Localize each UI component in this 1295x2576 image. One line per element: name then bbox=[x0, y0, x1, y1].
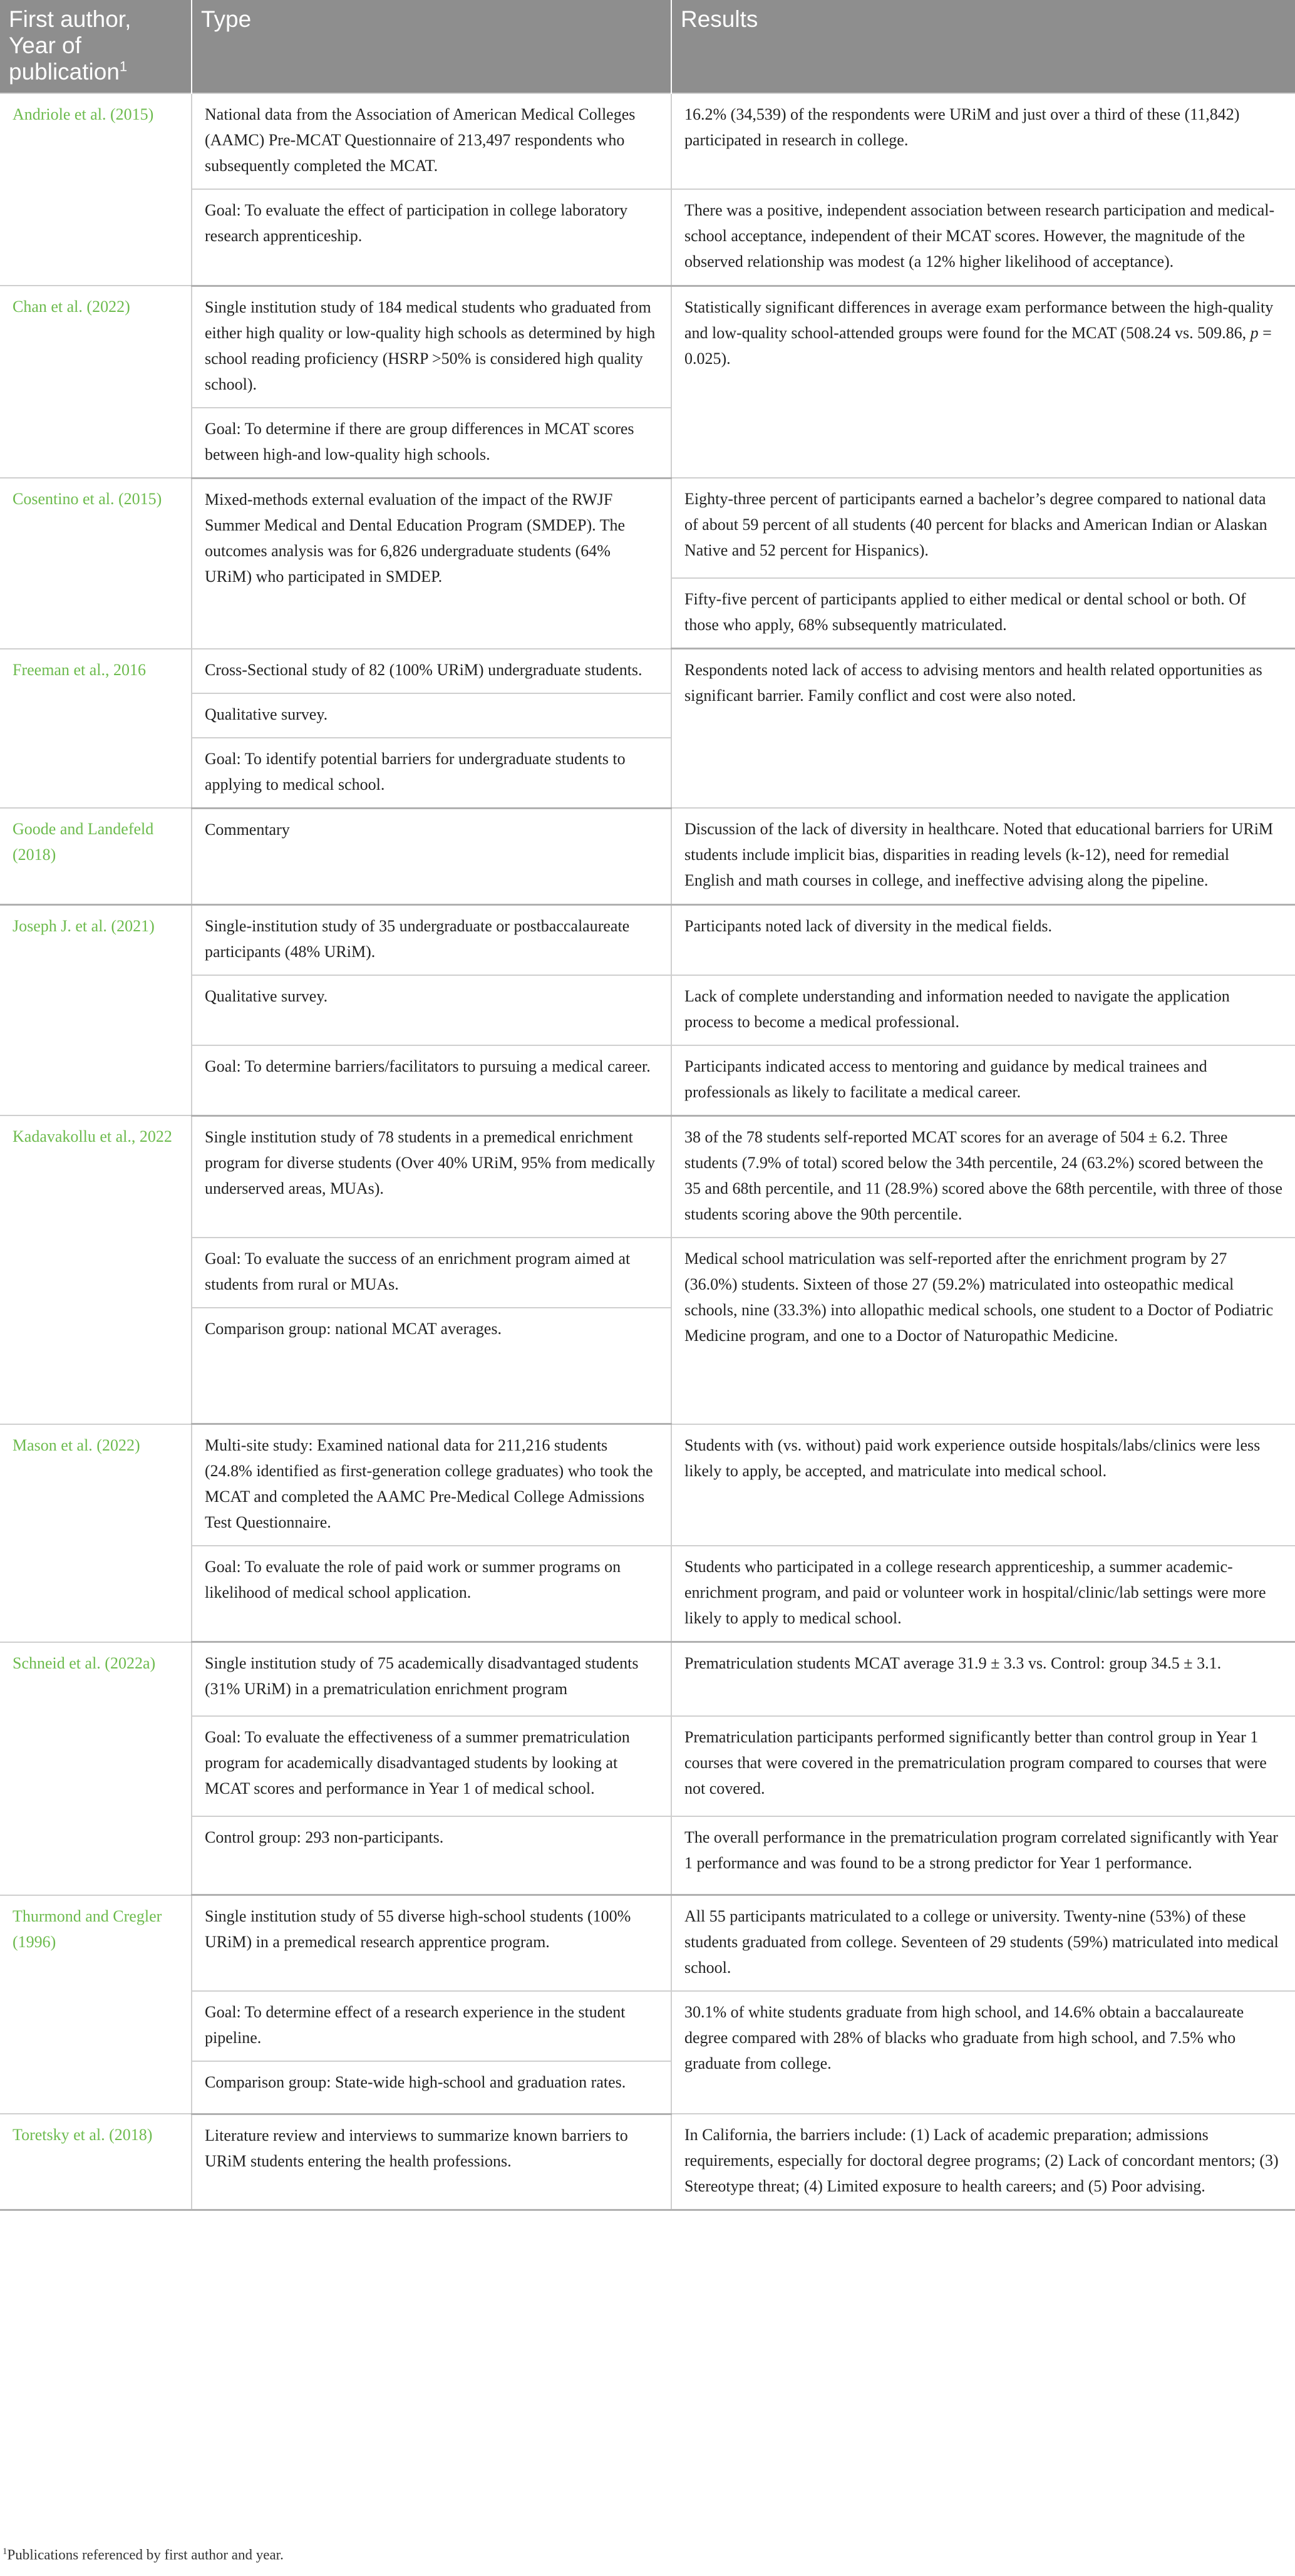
table-body bbox=[0, 93, 1295, 2210]
study-result-cell: Students with (vs. without) paid work experience outside hospitals/labs/clinics were less likely to apply, be accepted, and matriculate into medical school. bbox=[671, 1424, 1295, 1546]
study-author-link[interactable]: Mason et al. (2022) bbox=[0, 1424, 192, 1642]
study-author-link[interactable]: Toretsky et al. (2018) bbox=[0, 2114, 192, 2210]
study-result-cell: Lack of complete understanding and information needed to navigate the application process to become a medical professional. bbox=[671, 975, 1295, 1045]
header-author-year bbox=[0, 0, 192, 93]
table-row bbox=[0, 478, 1295, 578]
footnote-text: Publications referenced by first author and year. bbox=[7, 2547, 284, 2563]
table-row bbox=[0, 1115, 1295, 1238]
study-type-cell: Qualitative survey. bbox=[192, 975, 671, 1045]
study-type-cell: Goal: To identify potential barriers for undergraduate students to applying to medical school. bbox=[192, 738, 671, 809]
study-type-cell: Control group: 293 non-participants. bbox=[192, 1816, 671, 1895]
study-type-cell: Commentary bbox=[192, 808, 671, 904]
study-type-cell: Comparison group: national MCAT averages. bbox=[192, 1308, 671, 1424]
study-result-cell: Students who participated in a college research apprenticeship, a summer academic-enrichment program, and paid or volunteer work in hospital/clinic/lab settings were more likely to apply to medical school. bbox=[671, 1546, 1295, 1642]
study-author-link[interactable]: Chan et al. (2022) bbox=[0, 286, 192, 478]
study-result-cell: Medical school matriculation was self-reported after the enrichment program by 27 (36.0%) students. Sixteen of those 27 (59.2%) matriculated into osteopathic medical schools, nine (33.3%) into allopathic medical schools, one student to a Doctor of Podiatric Medicine program, and one to a Doctor of Naturopathic Medicine. bbox=[671, 1238, 1295, 1424]
study-type-cell: Single institution study of 75 academically disadvantaged students (31% URiM) in a prematriculation enrichment program bbox=[192, 1642, 671, 1716]
study-author-link[interactable]: Kadavakollu et al., 2022 bbox=[0, 1115, 192, 1424]
study-result-cell: There was a positive, independent association between research participation and medical-school acceptance, independent of their MCAT scores. However, the magnitude of the observed relationship was modest (a 12% higher likelihood of acceptance). bbox=[671, 189, 1295, 286]
table-header bbox=[0, 0, 1295, 93]
study-type-cell: Goal: To determine barriers/facilitators to pursuing a medical career. bbox=[192, 1045, 671, 1116]
study-type-cell: Single institution study of 55 diverse high-school students (100% URiM) in a premedical research apprentice program. bbox=[192, 1895, 671, 1992]
study-result-cell: Discussion of the lack of diversity in healthcare. Noted that educational barriers for URiM students include implicit bias, disparities in reading levels (k-12), need for remedial English and math courses in college, and ineffective advising along the pipeline. bbox=[671, 808, 1295, 904]
table-row bbox=[0, 286, 1295, 408]
study-result-cell: Prematriculation participants performed significantly better than control group in Year 1 courses that were covered in the prematriculation program compared to courses that were not covered. bbox=[671, 1716, 1295, 1816]
table-row bbox=[0, 1045, 1295, 1116]
study-type-cell: Cross-Sectional study of 82 (100% URiM) undergraduate students. bbox=[192, 649, 671, 693]
study-type-cell: Goal: To evaluate the effect of participation in college laboratory research apprenticeship. bbox=[192, 189, 671, 286]
study-result-cell: 16.2% (34,539) of the respondents were URiM and just over a third of these (11,842) participated in research in college. bbox=[671, 93, 1295, 189]
footnote-marker: 1 bbox=[3, 2547, 8, 2557]
header-type: Type bbox=[192, 0, 671, 93]
study-author-link[interactable]: Goode and Landefeld (2018) bbox=[0, 808, 192, 904]
table-row bbox=[0, 1424, 1295, 1546]
study-result-cell: All 55 participants matriculated to a college or university. Twenty-nine (53%) of these students graduated from college. Seventeen of 29 students (59%) matriculated into medical school. bbox=[671, 1895, 1295, 1992]
study-author-link[interactable]: Cosentino et al. (2015) bbox=[0, 478, 192, 649]
study-author-link[interactable]: Freeman et al., 2016 bbox=[0, 649, 192, 809]
study-author-link[interactable]: Andriole et al. (2015) bbox=[0, 93, 192, 286]
table-row bbox=[0, 975, 1295, 1045]
table-row bbox=[0, 649, 1295, 693]
study-type-cell: Single institution study of 184 medical students who graduated from either high quality or low-quality high schools as determined by high school reading proficiency (HSRP >50% is considered high quality school). bbox=[192, 286, 671, 408]
study-type-cell: Goal: To evaluate the effectiveness of a summer prematriculation program for academically disadvantaged students by looking at MCAT scores and performance in Year 1 of medical school. bbox=[192, 1716, 671, 1816]
study-result-cell: Prematriculation students MCAT average 31.9 ± 3.3 vs. Control: group 34.5 ± 3.1. bbox=[671, 1642, 1295, 1716]
study-result-cell: In California, the barriers include: (1) Lack of academic preparation; admissions requirements, especially for doctoral degree programs; (2) Lack of concordant mentors; (3) Stereotype threat; (4) Limited exposure to health careers; and (5) Poor advising. bbox=[671, 2114, 1295, 2210]
table-row bbox=[0, 1816, 1295, 1895]
study-type-cell: Single-institution study of 35 undergraduate or postbaccalaureate participants (48% URiM). bbox=[192, 904, 671, 975]
header-results: Results bbox=[671, 0, 1295, 93]
header-row bbox=[0, 0, 1295, 93]
study-type-cell: Multi-site study: Examined national data for 211,216 students (24.8% identified as first-generation college graduates) who took the MCAT and completed the AAMC Pre-Medical College Admissions Test Questionnaire. bbox=[192, 1424, 671, 1546]
footnote bbox=[3, 2547, 284, 2563]
study-type-cell: Goal: To evaluate the role of paid work or summer programs on likelihood of medical school application. bbox=[192, 1546, 671, 1642]
study-author-link[interactable]: Thurmond and Cregler (1996) bbox=[0, 1895, 192, 2114]
study-result-cell: Respondents noted lack of access to advising mentors and health related opportunities as significant barrier. Family conflict and cost were also noted. bbox=[671, 649, 1295, 809]
study-type-cell: Comparison group: State-wide high-school and graduation rates. bbox=[192, 2061, 671, 2114]
table-row bbox=[0, 189, 1295, 286]
study-result-cell: Participants noted lack of diversity in the medical fields. bbox=[671, 904, 1295, 975]
table-row bbox=[0, 1642, 1295, 1716]
table-row bbox=[0, 1716, 1295, 1816]
study-type-cell: National data from the Association of American Medical Colleges (AAMC) Pre-MCAT Questionnaire of 213,497 respondents who subsequently completed the MCAT. bbox=[192, 93, 671, 189]
table-row bbox=[0, 904, 1295, 975]
table-row bbox=[0, 1238, 1295, 1308]
study-author-link[interactable]: Joseph J. et al. (2021) bbox=[0, 904, 192, 1115]
study-type-cell: Mixed-methods external evaluation of the impact of the RWJF Summer Medical and Dental Education Program (SMDEP). The outcomes analysis was for 6,826 undergraduate students (64% URiM) who participated in SMDEP. bbox=[192, 478, 671, 649]
study-result-cell: Statistically significant differences in average exam performance between the high-quality and low-quality school-attended groups were found for the MCAT (508.24 vs. 509.86, p = 0.025). bbox=[671, 286, 1295, 478]
study-type-cell: Goal: To evaluate the success of an enrichment program aimed at students from rural or MUAs. bbox=[192, 1238, 671, 1308]
study-type-cell: Literature review and interviews to summarize known barriers to URiM students entering the health professions. bbox=[192, 2114, 671, 2210]
study-type-cell: Single institution study of 78 students in a premedical enrichment program for diverse students (Over 40% URiM, 95% from medically underserved areas, MUAs). bbox=[192, 1115, 671, 1238]
table-row bbox=[0, 2114, 1295, 2210]
table-row bbox=[0, 1895, 1295, 1992]
study-type-cell: Goal: To determine if there are group differences in MCAT scores between high-and low-quality high schools. bbox=[192, 408, 671, 478]
table-row bbox=[0, 93, 1295, 189]
table-row bbox=[0, 1991, 1295, 2061]
table-row bbox=[0, 1546, 1295, 1642]
study-result-cell: Participants indicated access to mentoring and guidance by medical trainees and professionals as likely to facilitate a medical career. bbox=[671, 1045, 1295, 1116]
study-result-cell: The overall performance in the prematriculation program correlated significantly with Year 1 performance and was found to be a strong predictor for Year 1 performance. bbox=[671, 1816, 1295, 1895]
study-author-link[interactable]: Schneid et al. (2022a) bbox=[0, 1642, 192, 1895]
table-row bbox=[0, 808, 1295, 904]
header-footnote-marker: 1 bbox=[119, 58, 128, 75]
study-result-cell: Eighty-three percent of participants earned a bachelor’s degree compared to national data of about 59 percent of all students (40 percent for blacks and American Indian or Alaskan Native and 52 percent for Hispanics). bbox=[671, 478, 1295, 578]
study-result-cell: 38 of the 78 students self-reported MCAT scores for an average of 504 ± 6.2. Three students (7.9% of total) scored below the 34th percentile, 24 (63.2%) scored between the 35 and 68th percentile, and 11 (28.9%) scored above the 68th percentile, with three of those students scoring above the 90th percentile. bbox=[671, 1115, 1295, 1238]
study-result-cell: Fifty-five percent of participants applied to either medical or dental school or both. Of those who apply, 68% subsequently matriculated. bbox=[671, 578, 1295, 649]
study-type-cell: Goal: To determine effect of a research experience in the student pipeline. bbox=[192, 1991, 671, 2061]
header-author-year-label: First author, Year of publication bbox=[9, 6, 132, 85]
study-type-cell: Qualitative survey. bbox=[192, 693, 671, 738]
study-result-cell: 30.1% of white students graduate from high school, and 14.6% obtain a baccalaureate degree compared with 28% of blacks who graduate from high school, and 7.5% who graduate from college. bbox=[671, 1991, 1295, 2114]
